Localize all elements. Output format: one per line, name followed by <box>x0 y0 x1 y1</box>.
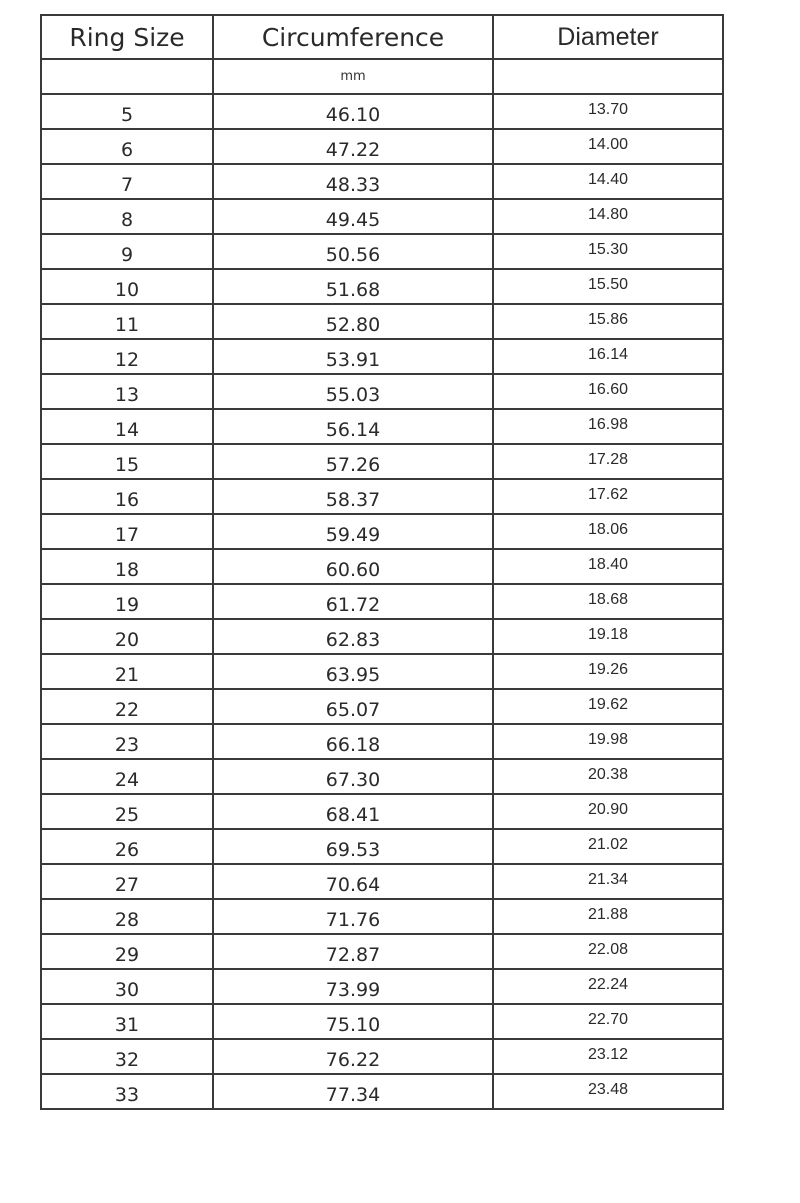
diameter-cell: 19.18 <box>493 619 723 654</box>
ring-size-cell: 27 <box>41 864 213 899</box>
circumference-cell: 72.87 <box>213 934 493 969</box>
diameter-cell: 19.62 <box>493 689 723 724</box>
ring-size-cell: 13 <box>41 374 213 409</box>
diameter-cell: 14.80 <box>493 199 723 234</box>
table-row <box>41 549 723 584</box>
circumference-cell: 56.14 <box>213 409 493 444</box>
diameter-cell: 14.00 <box>493 129 723 164</box>
diameter-cell: 17.62 <box>493 479 723 514</box>
diameter-cell: 23.12 <box>493 1039 723 1074</box>
table-row <box>41 409 723 444</box>
diameter-cell: 16.14 <box>493 339 723 374</box>
ring-size-cell: 28 <box>41 899 213 934</box>
diameter-cell: 16.60 <box>493 374 723 409</box>
circumference-cell: 58.37 <box>213 479 493 514</box>
circumference-cell: 75.10 <box>213 1004 493 1039</box>
ring-size-unit <box>41 59 213 94</box>
table-header-row <box>41 15 723 59</box>
diameter-cell: 18.06 <box>493 514 723 549</box>
diameter-cell: 18.68 <box>493 584 723 619</box>
ring-size-cell: 9 <box>41 234 213 269</box>
diameter-cell: 14.40 <box>493 164 723 199</box>
ring-size-cell: 6 <box>41 129 213 164</box>
diameter-cell: 21.34 <box>493 864 723 899</box>
diameter-cell: 15.30 <box>493 234 723 269</box>
circumference-cell: 52.80 <box>213 304 493 339</box>
diameter-cell: 16.98 <box>493 409 723 444</box>
ring-size-cell: 32 <box>41 1039 213 1074</box>
ring-size-cell: 14 <box>41 409 213 444</box>
circumference-cell: 67.30 <box>213 759 493 794</box>
circumference-cell: 65.07 <box>213 689 493 724</box>
table-row <box>41 1074 723 1109</box>
diameter-cell: 15.50 <box>493 269 723 304</box>
diameter-cell: 22.08 <box>493 934 723 969</box>
ring-size-cell: 17 <box>41 514 213 549</box>
table-row <box>41 479 723 514</box>
diameter-cell: 23.48 <box>493 1074 723 1109</box>
table-row <box>41 899 723 934</box>
circumference-cell: 48.33 <box>213 164 493 199</box>
diameter-cell: 19.26 <box>493 654 723 689</box>
diameter-cell: 18.40 <box>493 549 723 584</box>
ring-size-cell: 18 <box>41 549 213 584</box>
circumference-header: Circumference <box>213 15 493 59</box>
circumference-cell: 68.41 <box>213 794 493 829</box>
table-row <box>41 794 723 829</box>
ring-size-cell: 11 <box>41 304 213 339</box>
table-row <box>41 339 723 374</box>
table-row <box>41 619 723 654</box>
table-row <box>41 1004 723 1039</box>
table-row <box>41 829 723 864</box>
ring-size-cell: 16 <box>41 479 213 514</box>
diameter-cell: 21.02 <box>493 829 723 864</box>
table-row <box>41 199 723 234</box>
ring-size-cell: 21 <box>41 654 213 689</box>
table-row <box>41 689 723 724</box>
circumference-cell: 49.45 <box>213 199 493 234</box>
ring-size-cell: 10 <box>41 269 213 304</box>
diameter-cell: 13.70 <box>493 94 723 129</box>
ring-size-cell: 5 <box>41 94 213 129</box>
circumference-cell: 55.03 <box>213 374 493 409</box>
ring-size-cell: 22 <box>41 689 213 724</box>
ring-size-cell: 12 <box>41 339 213 374</box>
diameter-unit <box>493 59 723 94</box>
ring-size-cell: 26 <box>41 829 213 864</box>
table-row <box>41 129 723 164</box>
ring-size-cell: 20 <box>41 619 213 654</box>
table-row <box>41 269 723 304</box>
table-row <box>41 164 723 199</box>
ring-size-cell: 8 <box>41 199 213 234</box>
table-row <box>41 584 723 619</box>
circumference-cell: 60.60 <box>213 549 493 584</box>
circumference-cell: 73.99 <box>213 969 493 1004</box>
diameter-cell: 17.28 <box>493 444 723 479</box>
table-row <box>41 304 723 339</box>
ring-size-cell: 29 <box>41 934 213 969</box>
circumference-cell: 59.49 <box>213 514 493 549</box>
table-row <box>41 864 723 899</box>
table-row <box>41 969 723 1004</box>
ring-size-chart <box>40 14 722 1110</box>
diameter-cell: 15.86 <box>493 304 723 339</box>
ring-size-cell: 25 <box>41 794 213 829</box>
circumference-cell: 76.22 <box>213 1039 493 1074</box>
ring-size-table <box>40 14 724 1110</box>
circumference-cell: 77.34 <box>213 1074 493 1109</box>
table-row <box>41 654 723 689</box>
ring-size-cell: 23 <box>41 724 213 759</box>
ring-size-cell: 7 <box>41 164 213 199</box>
ring-size-cell: 30 <box>41 969 213 1004</box>
table-row <box>41 759 723 794</box>
circumference-cell: 47.22 <box>213 129 493 164</box>
diameter-cell: 22.70 <box>493 1004 723 1039</box>
table-row <box>41 374 723 409</box>
circumference-cell: 66.18 <box>213 724 493 759</box>
circumference-cell: 51.68 <box>213 269 493 304</box>
diameter-cell: 22.24 <box>493 969 723 1004</box>
unit-row <box>41 59 723 94</box>
diameter-cell: 21.88 <box>493 899 723 934</box>
ring-size-cell: 19 <box>41 584 213 619</box>
ring-size-cell: 15 <box>41 444 213 479</box>
circumference-unit: mm <box>213 59 493 94</box>
circumference-cell: 71.76 <box>213 899 493 934</box>
ring-size-cell: 31 <box>41 1004 213 1039</box>
table-row <box>41 444 723 479</box>
diameter-cell: 19.98 <box>493 724 723 759</box>
table-row <box>41 514 723 549</box>
table-body <box>41 94 723 1109</box>
table-row <box>41 234 723 269</box>
circumference-cell: 50.56 <box>213 234 493 269</box>
circumference-cell: 46.10 <box>213 94 493 129</box>
diameter-cell: 20.90 <box>493 794 723 829</box>
table-row <box>41 94 723 129</box>
ring-size-cell: 24 <box>41 759 213 794</box>
circumference-cell: 53.91 <box>213 339 493 374</box>
circumference-cell: 70.64 <box>213 864 493 899</box>
table-row <box>41 1039 723 1074</box>
circumference-cell: 63.95 <box>213 654 493 689</box>
ring-size-cell: 33 <box>41 1074 213 1109</box>
diameter-header: Diameter <box>493 15 723 59</box>
circumference-cell: 62.83 <box>213 619 493 654</box>
circumference-cell: 61.72 <box>213 584 493 619</box>
ring-size-header: Ring Size <box>41 15 213 59</box>
circumference-cell: 57.26 <box>213 444 493 479</box>
circumference-cell: 69.53 <box>213 829 493 864</box>
table-row <box>41 934 723 969</box>
table-row <box>41 724 723 759</box>
diameter-cell: 20.38 <box>493 759 723 794</box>
